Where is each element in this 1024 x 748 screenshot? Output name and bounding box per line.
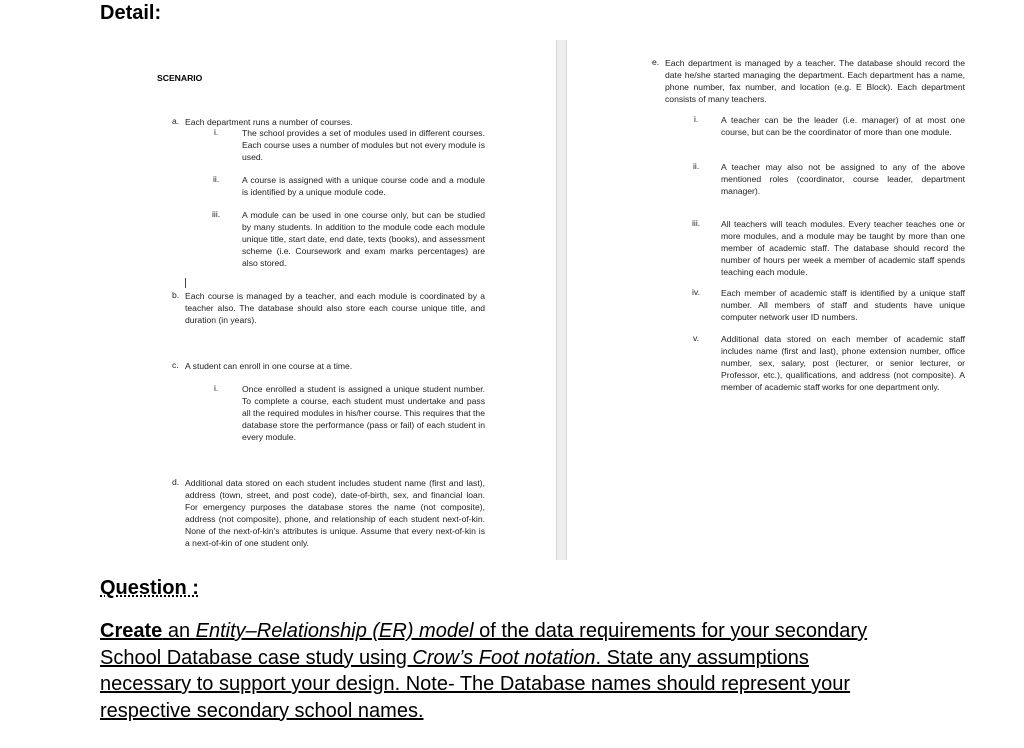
item-e-iv-text: Each member of academic staff is identified by a unique staff number. All members of staff and students have unique computer network user ID numbers. <box>721 288 965 322</box>
item-c-marker: c. <box>172 360 179 370</box>
item-d-text: Additional data stored on each student includes student name (first and last), address (town, street, and post code), date-of-birth, sex, and financial loan. For emergency purposes the database stores the name (not composite), address (not composite), phone, and relationship of each student next-of-kin. None of the next-of-kin's attributes is unique. Assume that every next-of-kin is a next-of-kin of one student only. <box>185 478 485 548</box>
question-heading: Question : <box>100 577 199 599</box>
item-a-marker: a. <box>172 116 180 126</box>
detail-heading: Detail: <box>100 2 162 24</box>
question-er-phrase: Entity–Relationship (ER) model <box>195 620 474 642</box>
item-e-ii-marker: ii. <box>693 161 700 171</box>
item-c-i-text: Once enrolled a student is assigned a unique student number. To complete a course, each student must undertake and pass all the required modules in his/her course. This requires that the database store the performance (pass or fail) of each student in every module. <box>242 384 485 442</box>
question-text-1: an <box>162 620 196 642</box>
question-text-3: . State any assumptions necessary to support your design. Note- The Database names should represent your respective secondary school names. <box>100 646 851 722</box>
item-e-i-text: A teacher can be the leader (i.e. manager) of at most one course, but can be the coordinator of more than one module. <box>721 115 965 137</box>
item-e-ii-text: A teacher may also not be assigned to any of the above mentioned roles (coordinator, course leader, department manager). <box>721 162 965 196</box>
item-c-text: A student can enroll in one course at a time. <box>185 361 353 371</box>
item-e-text: Each department is managed by a teacher. The database should record the date he/she started managing the department. Each department has a name, phone number, fax number, and location (e.g. E Block). Each department consists of many teachers. <box>665 58 965 104</box>
scenario-heading: SCENARIO <box>157 73 203 83</box>
text-cursor <box>185 278 186 288</box>
item-e-i-marker: i. <box>694 114 699 124</box>
item-a-i-text: The school provides a set of modules used in different courses. Each course uses a number of modules but not every module is used. <box>242 128 485 162</box>
item-a-ii-text: A course is assigned with a unique course code and a module is identified by a unique module code. <box>242 175 485 197</box>
item-a-ii-marker: ii. <box>213 174 220 184</box>
question-text-2: of the data requirements for your secondary School Database case study using <box>100 620 868 669</box>
item-a-text: Each department runs a number of courses. <box>185 117 353 127</box>
question-body <box>100 618 900 724</box>
item-a-iii-text: A module can be used in one course only, but can be studied by many students. In addition to the module code each module unique title, start date, end date, texts (books), and assessment scheme (i.e. Coursework and exam marks percentages) are also stored. <box>242 210 485 268</box>
item-e-iii-text: All teachers will teach modules. Every teacher teaches one or more modules, and a module may be taught by more than one member of academic staff. The database should record the number of hours per week a member of academic staff spends teaching each module. <box>721 219 965 277</box>
item-b-text: Each course is managed by a teacher, and each module is coordinated by a teacher also. The database should also store each course unique title, and duration (in years). <box>185 291 485 325</box>
question-crow-phrase: Crow’s Foot notation <box>412 646 596 669</box>
item-e-v-text: Additional data stored on each member of academic staff includes name (first and last), phone extension number, office number, sex, salary, post (lecturer, or senior lecturer, or Professor, etc.), qualifications, and address (not composite). A member of academic staff works for one department only. <box>721 334 965 392</box>
question-create-word: Create <box>100 620 163 642</box>
item-c-i-marker: i. <box>214 383 219 393</box>
item-a-iii-marker: iii. <box>212 209 221 219</box>
item-e-iv-marker: iv. <box>692 287 700 297</box>
item-e-v-marker: v. <box>693 333 700 343</box>
item-d-marker: d. <box>172 477 180 487</box>
item-b-marker: b. <box>172 290 180 300</box>
item-e-iii-marker: iii. <box>692 218 701 228</box>
item-e-marker: e. <box>652 57 660 67</box>
item-a-i-marker: i. <box>214 127 219 137</box>
page-divider <box>556 40 567 560</box>
